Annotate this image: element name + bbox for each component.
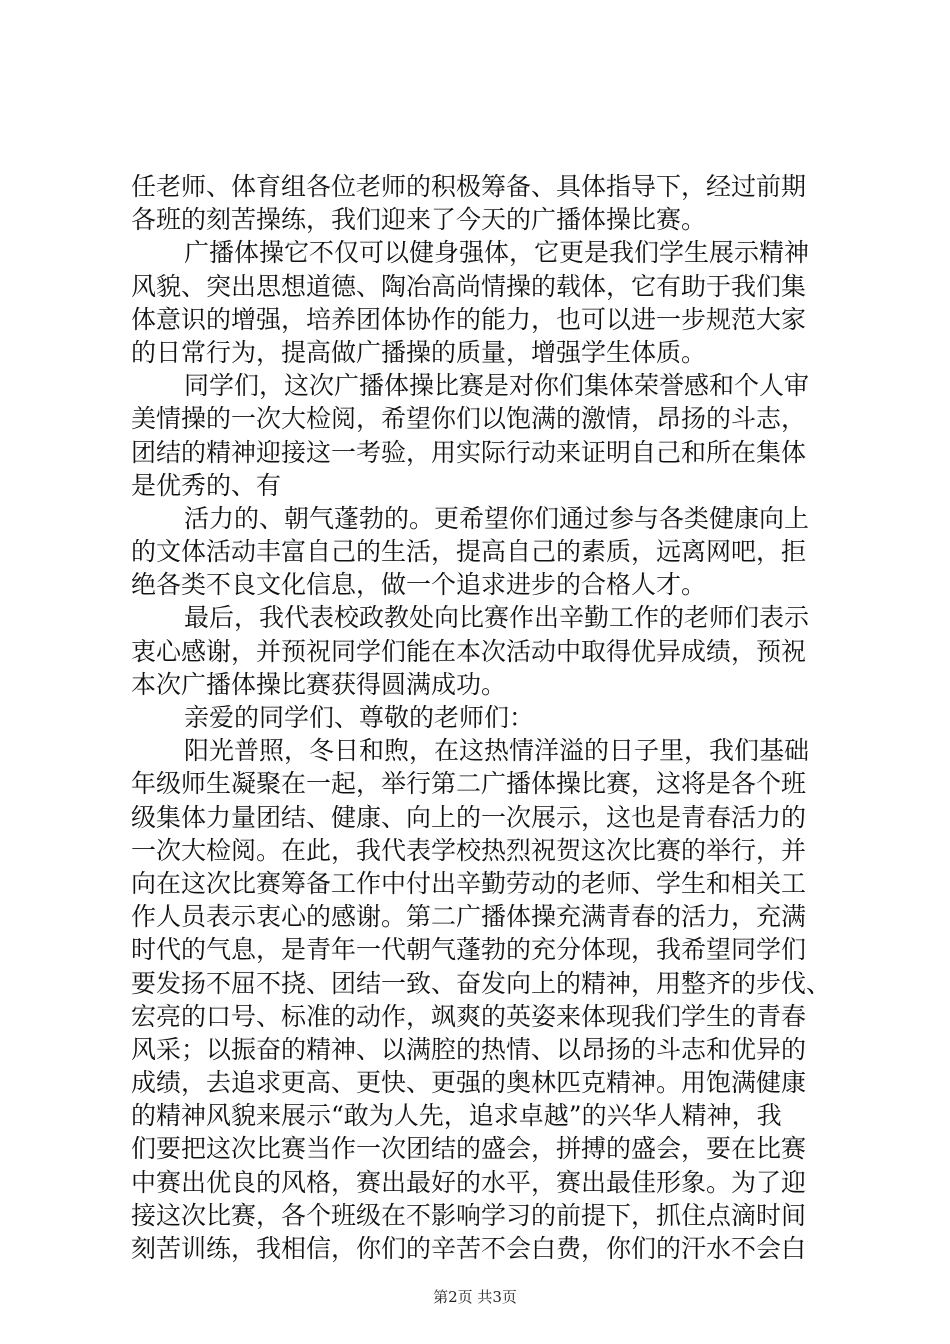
text-line: 是优秀的、有 xyxy=(131,470,282,500)
text-line: 宏亮的口号、标准的动作，飒爽的英姿来体现我们学生的青春 xyxy=(131,1001,807,1031)
text-line: 最后，我代表校政教处向比赛作出辛勤工作的老师们表示 xyxy=(184,603,810,633)
text-line: 亲爱的同学们、尊敬的老师们： xyxy=(184,703,535,732)
document-body xyxy=(131,170,831,1265)
text-line: 的日常行为，提高做广播操的质量，增强学生体质。 xyxy=(131,337,707,367)
text-line: 时代的气息，是青年一代朝气蓬勃的充分体现，我希望同学们 xyxy=(131,935,807,965)
text-line: 年级师生凝聚在一起，举行第二广播体操比赛，这将是各个班 xyxy=(131,769,807,799)
text-line: 的精神风貌来展示“敢为人先，追求卓越”的兴华人精神，我 xyxy=(131,1101,782,1131)
text-line: 阳光普照，冬日和煦，在这热情洋溢的日子里，我们基础 xyxy=(184,736,810,766)
text-line: 各班的刻苦操练，我们迎来了今天的广播体操比赛。 xyxy=(131,205,707,235)
text-line: 任老师、体育组各位老师的积极筹备、具体指导下，经过前期 xyxy=(131,172,807,201)
text-line: 作人员表示衷心的感谢。第二广播体操充满青春的活力，充满 xyxy=(131,902,807,932)
text-line: 的文体活动丰富自己的生活，提高自己的素质，远离网吧，拒 xyxy=(131,537,807,567)
text-line: 同学们，这次广播体操比赛是对你们集体荣誉感和个人审 xyxy=(184,371,810,401)
text-line: 风貌、突出思想道德、陶冶高尚情操的载体，它有助于我们集 xyxy=(131,271,807,301)
text-line: 广播体操它不仅可以健身强体，它更是我们学生展示精神 xyxy=(184,238,810,268)
text-line: 级集体力量团结、健康、向上的一次展示，这也是青春活力的 xyxy=(131,802,807,832)
text-line: 向在这次比赛筹备工作中付出辛勤劳动的老师、学生和相关工 xyxy=(131,868,807,898)
text-line: 中赛出优良的风格，赛出最好的水平，赛出最佳形象。为了迎 xyxy=(131,1167,807,1197)
text-line: 活力的、朝气蓬勃的。更希望你们通过参与各类健康向上 xyxy=(184,503,810,533)
text-line: 团结的精神迎接这一考验，用实际行动来证明自己和所在集体 xyxy=(131,437,807,467)
text-line: 风采；以振奋的精神、以满腔的热情、以昂扬的斗志和优异的 xyxy=(131,1034,807,1064)
text-line: 接这次比赛，各个班级在不影响学习的前提下，抓住点滴时间 xyxy=(131,1200,807,1230)
text-line: 们要把这次比赛当作一次团结的盛会，拼搏的盛会，要在比赛 xyxy=(131,1134,807,1164)
text-line: 要发扬不屈不挠、团结一致、奋发向上的精神，用整齐的步伐、 xyxy=(131,968,832,998)
text-line: 衷心感谢，并预祝同学们能在本次活动中取得优异成绩，预祝 xyxy=(131,636,807,666)
text-line: 本次广播体操比赛获得圆满成功。 xyxy=(131,669,507,699)
text-line: 一次大检阅。在此，我代表学校热烈祝贺这次比赛的举行，并 xyxy=(131,835,807,865)
text-line: 体意识的增强，培养团体协作的能力，也可以进一步规范大家 xyxy=(131,304,807,334)
page-footer: 第2页 共3页 xyxy=(433,1288,517,1306)
text-line: 刻苦训练，我相信，你们的辛苦不会白费，你们的汗水不会白 xyxy=(131,1234,807,1263)
text-line: 美情操的一次大检阅，希望你们以饱满的激情，昂扬的斗志， xyxy=(131,404,807,434)
text-line: 成绩，去追求更高、更快、更强的奥林匹克精神。用饱满健康 xyxy=(131,1068,807,1098)
text-line: 绝各类不良文化信息，做一个追求进步的合格人才。 xyxy=(131,570,707,600)
